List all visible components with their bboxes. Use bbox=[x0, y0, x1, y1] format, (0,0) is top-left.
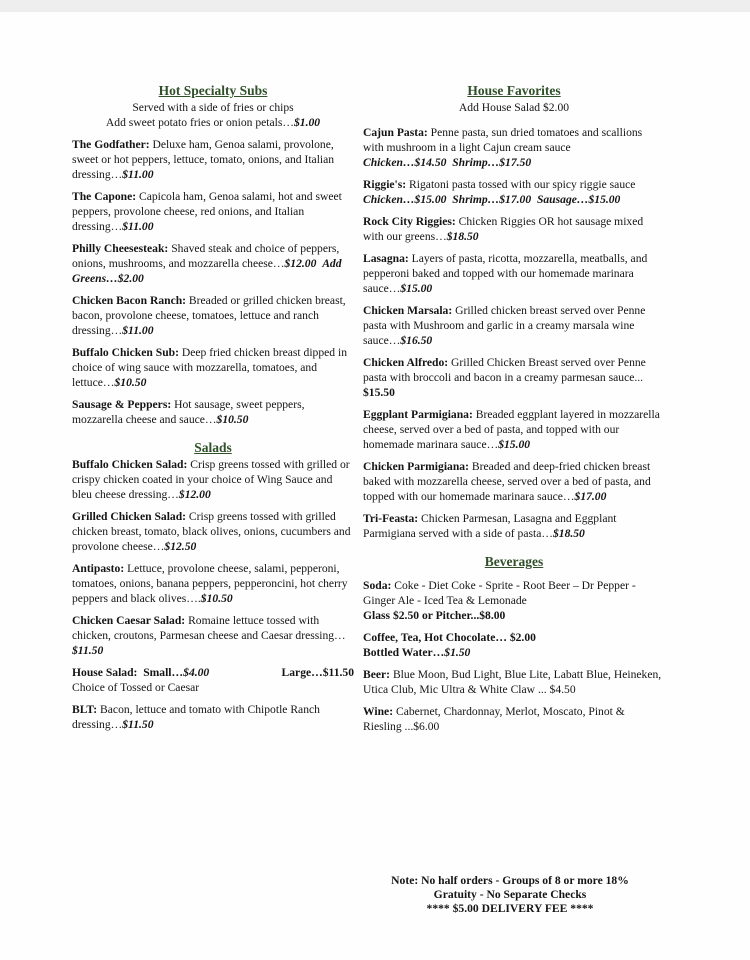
item-price: $15.00 bbox=[498, 438, 531, 451]
item-name: Lasagna: bbox=[363, 252, 409, 265]
item-name: Rock City Riggies: bbox=[363, 215, 456, 228]
item-desc: Chicken Parmesan, Lasagna and Eggplant Parmigiana served with a side of pasta… bbox=[363, 512, 617, 540]
item-price: $18.50 bbox=[446, 230, 479, 243]
riggies-chicken-price: Chicken…$15.00 bbox=[363, 193, 447, 206]
item-price: $11.00 bbox=[122, 168, 154, 181]
menu-item-chicken-marsala bbox=[363, 303, 665, 348]
item-name: BLT: bbox=[72, 703, 98, 716]
salads-heading: Salads bbox=[194, 440, 232, 455]
item-desc: Crisp greens tossed with grilled or crispy chicken coated in your choice of Wing Sauce and bleu cheese dressing… bbox=[72, 458, 350, 501]
item-desc: Shaved steak and choice of peppers, onions, mushrooms, and mozzarella cheese… bbox=[72, 242, 340, 270]
item-name: House Salad: bbox=[72, 666, 138, 679]
beverage-beer bbox=[363, 667, 665, 697]
item-desc: Romaine lettuce tossed with chicken, croutons, Parmesan cheese and Caesar dressing… bbox=[72, 614, 346, 642]
house-salad-small: Small… bbox=[143, 666, 184, 679]
house-salad-left bbox=[72, 665, 209, 680]
item-desc: Rigatoni pasta tossed with our spicy riggie sauce bbox=[406, 178, 636, 191]
item-price: $12.50 bbox=[164, 540, 197, 553]
item-desc: Deep fried chicken breast dipped in choice of wing sauce with mozzarella, tomatoes, and lettuce… bbox=[72, 346, 347, 389]
menu-item-buffalo-sub bbox=[72, 345, 354, 390]
left-column bbox=[72, 82, 354, 732]
menu-item-blt bbox=[72, 702, 354, 732]
hot-subs-heading: Hot Specialty Subs bbox=[158, 83, 268, 98]
footer-note bbox=[360, 874, 660, 916]
menu-item-eggplant-parm bbox=[363, 407, 665, 452]
hot-subs-sub1: Served with a side of fries or chips bbox=[132, 101, 294, 114]
item-name: The Godfather: bbox=[72, 138, 150, 151]
item-name: Sausage & Peppers: bbox=[72, 398, 172, 411]
item-name: Soda: bbox=[363, 579, 392, 592]
item-price: $15.50 bbox=[363, 386, 395, 399]
item-desc: Grilled Chicken Breast served over Penne pasta with broccoli and bacon in a creamy parmesan sauce... bbox=[363, 356, 646, 384]
beverages-section bbox=[363, 553, 665, 734]
item-name: Cajun Pasta: bbox=[363, 126, 428, 139]
item-price: $16.50 bbox=[400, 334, 433, 347]
cajun-chicken-price: Chicken…$14.50 bbox=[363, 156, 447, 169]
menu-item-riggies bbox=[363, 177, 665, 207]
item-price: $11.50 bbox=[72, 644, 104, 657]
top-bar bbox=[0, 0, 750, 12]
soda-glass-price: Glass $2.50 or Pitcher...$8.00 bbox=[363, 609, 506, 622]
item-desc: Deluxe ham, Genoa salami, provolone, sweet or hot peppers, lettuce, tomato, onions, and Italian dressing… bbox=[72, 138, 335, 181]
item-desc: Crisp greens tossed with grilled chicken breast, tomato, black olives, onions, cucumbers and provolone cheese… bbox=[72, 510, 351, 553]
item-extra-price: $2.00 bbox=[117, 272, 144, 285]
item-desc: Layers of pasta, ricotta, mozzarella, meatballs, and pepperoni baked and topped with our homemade marinara sauce… bbox=[363, 252, 648, 295]
riggies-shrimp-price: Shrimp…$17.00 bbox=[452, 193, 532, 206]
bottled-water-label: Bottled Water… bbox=[363, 646, 445, 659]
hot-subs-sub2 bbox=[72, 115, 354, 130]
beverages-heading: Beverages bbox=[484, 554, 544, 569]
salads-section bbox=[72, 439, 354, 732]
menu-item-godfather bbox=[72, 137, 354, 182]
item-desc: Penne pasta, sun dried tomatoes and scallions with mushroom in a light Cajun cream sauce bbox=[363, 126, 643, 154]
item-name: Beer: bbox=[363, 668, 391, 681]
cajun-prices bbox=[363, 155, 665, 170]
item-price: $15.00 bbox=[400, 282, 433, 295]
menu-item-rock-city-riggies bbox=[363, 214, 665, 244]
item-name: Chicken Bacon Ranch: bbox=[72, 294, 187, 307]
right-column bbox=[363, 82, 665, 734]
cajun-shrimp-price: Shrimp…$17.50 bbox=[452, 156, 532, 169]
item-desc: Coke - Diet Coke - Sprite - Root Beer – Dr Pepper - Ginger Ale - Iced Tea & Lemonade bbox=[363, 579, 636, 607]
house-favorites-sub: Add House Salad $2.00 bbox=[458, 101, 570, 114]
item-price: $11.00 bbox=[122, 324, 154, 337]
bottled-water-price: $1.50 bbox=[444, 646, 471, 659]
bottled-water-line bbox=[363, 645, 665, 660]
item-desc: Breaded eggplant layered in mozzarella cheese, served over a bed of pasta, and topped with our homemade marinara sauce… bbox=[363, 408, 660, 451]
item-name: Antipasto: bbox=[72, 562, 125, 575]
item-name: Grilled Chicken Salad: bbox=[72, 510, 187, 523]
house-salad-choice: Choice of Tossed or Caesar bbox=[72, 681, 200, 694]
item-desc: Chicken Riggies OR hot sausage mixed with our greens… bbox=[363, 215, 644, 243]
menu-item-chicken-alfredo bbox=[363, 355, 665, 400]
item-desc: Breaded and deep-fried chicken breast baked with mozzarella cheese, served over a bed of pasta, and topped with our homemade marinara sauce… bbox=[363, 460, 651, 503]
house-favorites-heading: House Favorites bbox=[467, 83, 561, 98]
item-name: Buffalo Chicken Salad: bbox=[72, 458, 188, 471]
house-salad-line bbox=[72, 665, 354, 680]
note-line2: Gratuity - No Separate Checks bbox=[433, 888, 587, 901]
item-price: $11.50 bbox=[122, 718, 154, 731]
item-desc: Blue Moon, Bud Light, Blue Lite, Labatt Blue, Heineken, Utica Club, Mic Ultra & White Claw ... $4.50 bbox=[363, 668, 662, 696]
item-name: The Capone: bbox=[72, 190, 137, 203]
hot-subs-sub2-price: $1.00 bbox=[293, 116, 321, 129]
coffee-line: Coffee, Tea, Hot Chocolate… $2.00 bbox=[363, 631, 536, 644]
item-name: Chicken Parmigiana: bbox=[363, 460, 469, 473]
menu-item-lasagna bbox=[363, 251, 665, 296]
riggies-prices bbox=[363, 192, 665, 207]
item-extra-label: Add Greens… bbox=[72, 257, 342, 285]
menu-item-caesar bbox=[72, 613, 354, 658]
item-desc: Grilled chicken breast served over Penne pasta with Mushroom and garlic in a creamy marsala wine sauce… bbox=[363, 304, 646, 347]
item-name: Riggie's: bbox=[363, 178, 407, 191]
menu-item-philly bbox=[72, 241, 354, 286]
house-salad-large: Large…$11.50 bbox=[281, 666, 354, 679]
item-name: Buffalo Chicken Sub: bbox=[72, 346, 179, 359]
note-line1: Note: No half orders - Groups of 8 or more 18% bbox=[391, 874, 629, 887]
item-name: Philly Cheesesteak: bbox=[72, 242, 169, 255]
menu-item-buffalo-salad bbox=[72, 457, 354, 502]
item-name: Chicken Marsala: bbox=[363, 304, 453, 317]
item-desc: Capicola ham, Genoa salami, hot and sweet peppers, provolone cheese, red onions, and Italian dressing… bbox=[72, 190, 342, 233]
menu-item-chicken-bacon-ranch bbox=[72, 293, 354, 338]
note-line3: **** $5.00 DELIVERY FEE **** bbox=[426, 902, 594, 915]
item-price: $11.00 bbox=[122, 220, 154, 233]
item-desc: Hot sausage, sweet peppers, mozzarella cheese and sauce… bbox=[72, 398, 305, 426]
item-price: $12.00 bbox=[284, 257, 317, 270]
hot-subs-section bbox=[72, 82, 354, 427]
riggies-sausage-price: Sausage…$15.00 bbox=[536, 193, 621, 206]
menu-item-capone bbox=[72, 189, 354, 234]
item-name: Chicken Alfredo: bbox=[363, 356, 449, 369]
item-price: $17.00 bbox=[574, 490, 607, 503]
menu-item-house-salad bbox=[72, 665, 354, 695]
item-desc: Cabernet, Chardonnay, Merlot, Moscato, Pinot & Riesling ...$6.00 bbox=[363, 705, 625, 733]
menu-item-antipasto bbox=[72, 561, 354, 606]
item-price: $12.00 bbox=[178, 488, 211, 501]
menu-item-cajun-pasta bbox=[363, 125, 665, 170]
item-price: $10.50 bbox=[216, 413, 249, 426]
item-name: Tri-Feasta: bbox=[363, 512, 419, 525]
menu-item-grilled-salad bbox=[72, 509, 354, 554]
item-desc: Lettuce, provolone cheese, salami, pepperoni, tomatoes, onions, banana peppers, pepperoncini, hot cherry peppers and black olives…. bbox=[72, 562, 348, 605]
item-name: Eggplant Parmigiana: bbox=[363, 408, 473, 421]
menu-item-chicken-parm bbox=[363, 459, 665, 504]
menu-item-sausage-peppers bbox=[72, 397, 354, 427]
beverage-wine bbox=[363, 704, 665, 734]
item-name: Wine: bbox=[363, 705, 394, 718]
item-desc: Breaded or grilled chicken breast, bacon, provolone cheese, tomatoes, lettuce and ranch dressing… bbox=[72, 294, 346, 337]
house-salad-small-price: $4.00 bbox=[183, 666, 210, 679]
house-favorites-section bbox=[363, 82, 665, 541]
item-price: $10.50 bbox=[114, 376, 147, 389]
hot-subs-sub2-text: Add sweet potato fries or onion petals… bbox=[105, 116, 294, 129]
item-price: $10.50 bbox=[200, 592, 233, 605]
item-name: Chicken Caesar Salad: bbox=[72, 614, 186, 627]
item-price: $18.50 bbox=[552, 527, 585, 540]
beverage-soda bbox=[363, 578, 665, 623]
item-desc: Bacon, lettuce and tomato with Chipotle Ranch dressing… bbox=[72, 703, 320, 731]
menu-item-tri-feasta bbox=[363, 511, 665, 541]
beverage-coffee bbox=[363, 630, 665, 660]
